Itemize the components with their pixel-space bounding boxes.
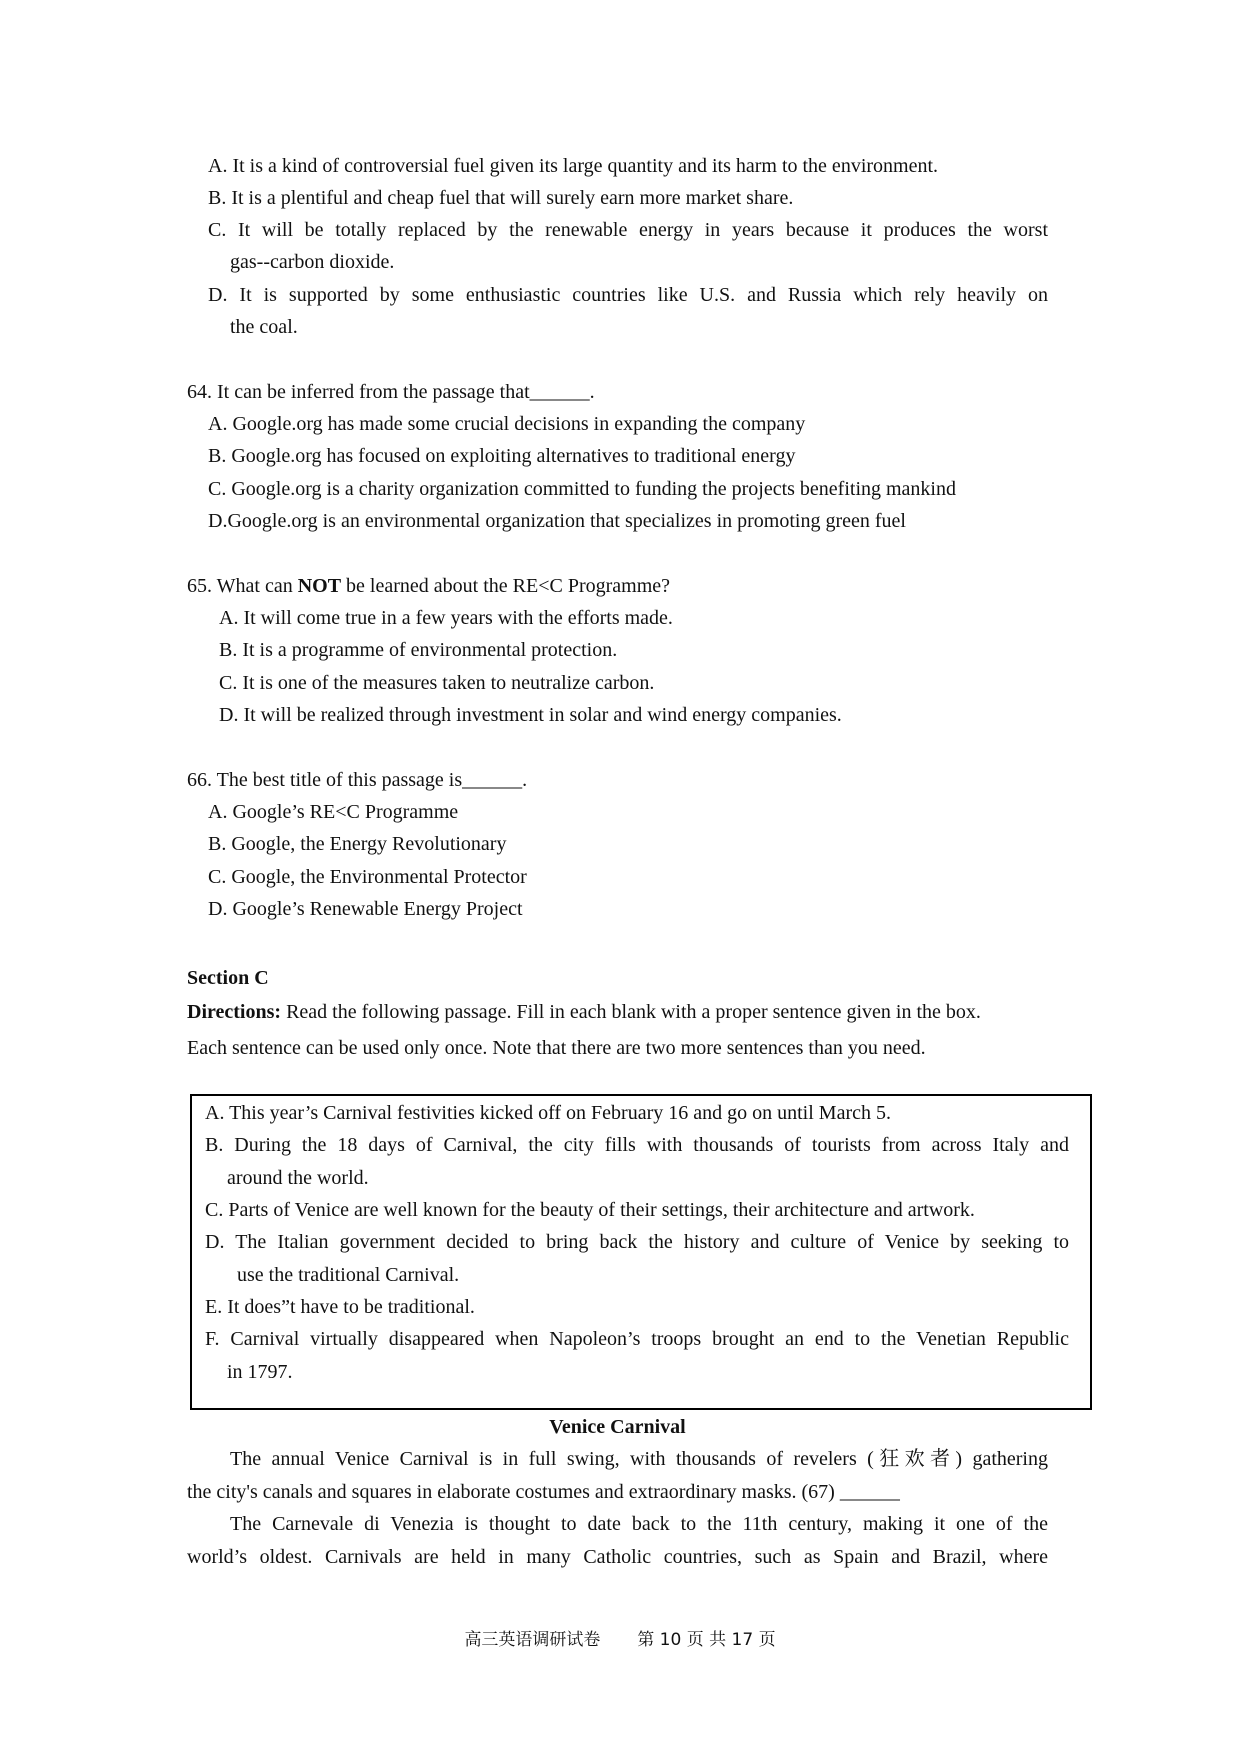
directions-text1: Read the following passage. Fill in each blank with a proper sentence given in the box.	[281, 1001, 981, 1023]
q66-option-a: A. Google’s RE<C Programme	[208, 801, 459, 823]
box-option-f-line2: in 1797.	[227, 1361, 293, 1383]
box-option-b-line1: B. During the 18 days of Carnival, the city fills with thousands of tourists from across Italy and	[205, 1134, 1069, 1156]
passage-p1-line1: The annual Venice Carnival is in full swing, with thousands of revelers (狂欢者) gathering	[230, 1448, 1048, 1470]
q63-option-d-line1: D. It is supported by some enthusiastic countries like U.S. and Russia which rely heavily on	[208, 284, 1048, 306]
footer-page-number: 10	[659, 1630, 682, 1650]
q65-option-a: A. It will come true in a few years with the efforts made.	[219, 607, 673, 629]
footer-page-middle: 页 共	[686, 1630, 727, 1650]
passage-p1-line2: the city's canals and squares in elaborate costumes and extraordinary masks. (67) ______	[187, 1481, 900, 1503]
q63-option-c-line1: C. It will be totally replaced by the renewable energy in years because it produces the worst	[208, 219, 1048, 241]
q65-stem-bold: NOT	[297, 575, 342, 597]
q64-option-a: A. Google.org has made some crucial decisions in expanding the company	[208, 413, 806, 435]
q63-option-c-line2: gas--carbon dioxide.	[230, 251, 395, 273]
q65-option-c: C. It is one of the measures taken to neutralize carbon.	[219, 672, 655, 694]
box-option-c: C. Parts of Venice are well known for the beauty of their settings, their architecture and artwork.	[205, 1199, 975, 1221]
q65-stem	[187, 574, 670, 598]
q65-option-b: B. It is a programme of environmental protection.	[219, 639, 618, 661]
passage-p2-line2: world’s oldest. Carnivals are held in many Catholic countries, such as Spain and Brazil, where	[187, 1546, 1048, 1568]
q66-option-b: B. Google, the Energy Revolutionary	[208, 833, 507, 855]
box-option-a: A. This year’s Carnival festivities kicked off on February 16 and go on until March 5.	[205, 1102, 891, 1124]
q64-stem: 64. It can be inferred from the passage that______.	[187, 381, 595, 403]
box-option-f-line1: F. Carnival virtually disappeared when Napoleon’s troops brought an end to the Venetian Republic	[205, 1328, 1069, 1350]
directions-line2: Each sentence can be used only once. Note that there are two more sentences than you need.	[187, 1037, 926, 1059]
footer-exam-title: 高三英语调研试卷	[464, 1630, 601, 1650]
q63-option-b: B. It is a plentiful and cheap fuel that will surely earn more market share.	[208, 187, 794, 209]
q63-option-a: A. It is a kind of controversial fuel given its large quantity and its harm to the environment.	[208, 155, 939, 177]
footer-page-total: 17	[731, 1630, 754, 1650]
q64-option-b: B. Google.org has focused on exploiting alternatives to traditional energy	[208, 445, 796, 467]
box-option-b-line2: around the world.	[227, 1167, 369, 1189]
q63-option-d-line2: the coal.	[230, 316, 298, 338]
q65-stem-post: be learned about the RE<C Programme?	[341, 575, 671, 597]
q66-option-d: D. Google’s Renewable Energy Project	[208, 898, 523, 920]
section-c-heading: Section C	[187, 967, 269, 989]
box-option-d-line1: D. The Italian government decided to bring back the history and culture of Venice by seeking to	[205, 1231, 1069, 1253]
footer-page-suffix: 页	[758, 1630, 776, 1650]
directions-line1	[187, 1000, 981, 1024]
page-footer	[0, 1628, 1240, 1652]
passage-p2-line1: The Carnevale di Venezia is thought to date back to the 11th century, making it one of the	[230, 1513, 1048, 1535]
q64-option-d: D.Google.org is an environmental organization that specializes in promoting green fuel	[208, 510, 906, 532]
q64-option-c: C. Google.org is a charity organization committed to funding the projects benefiting mankind	[208, 478, 956, 500]
q66-stem: 66. The best title of this passage is______.	[187, 769, 528, 791]
box-option-e: E. It does”t have to be traditional.	[205, 1296, 475, 1318]
footer-page-prefix: 第	[637, 1630, 655, 1650]
directions-label: Directions:	[187, 1001, 282, 1023]
passage-title: Venice Carnival	[549, 1416, 686, 1438]
q65-stem-pre: 65. What can	[187, 575, 298, 597]
q66-option-c: C. Google, the Environmental Protector	[208, 866, 527, 888]
q65-option-d: D. It will be realized through investment in solar and wind energy companies.	[219, 704, 842, 726]
box-option-d-line2: use the traditional Carnival.	[237, 1264, 460, 1286]
